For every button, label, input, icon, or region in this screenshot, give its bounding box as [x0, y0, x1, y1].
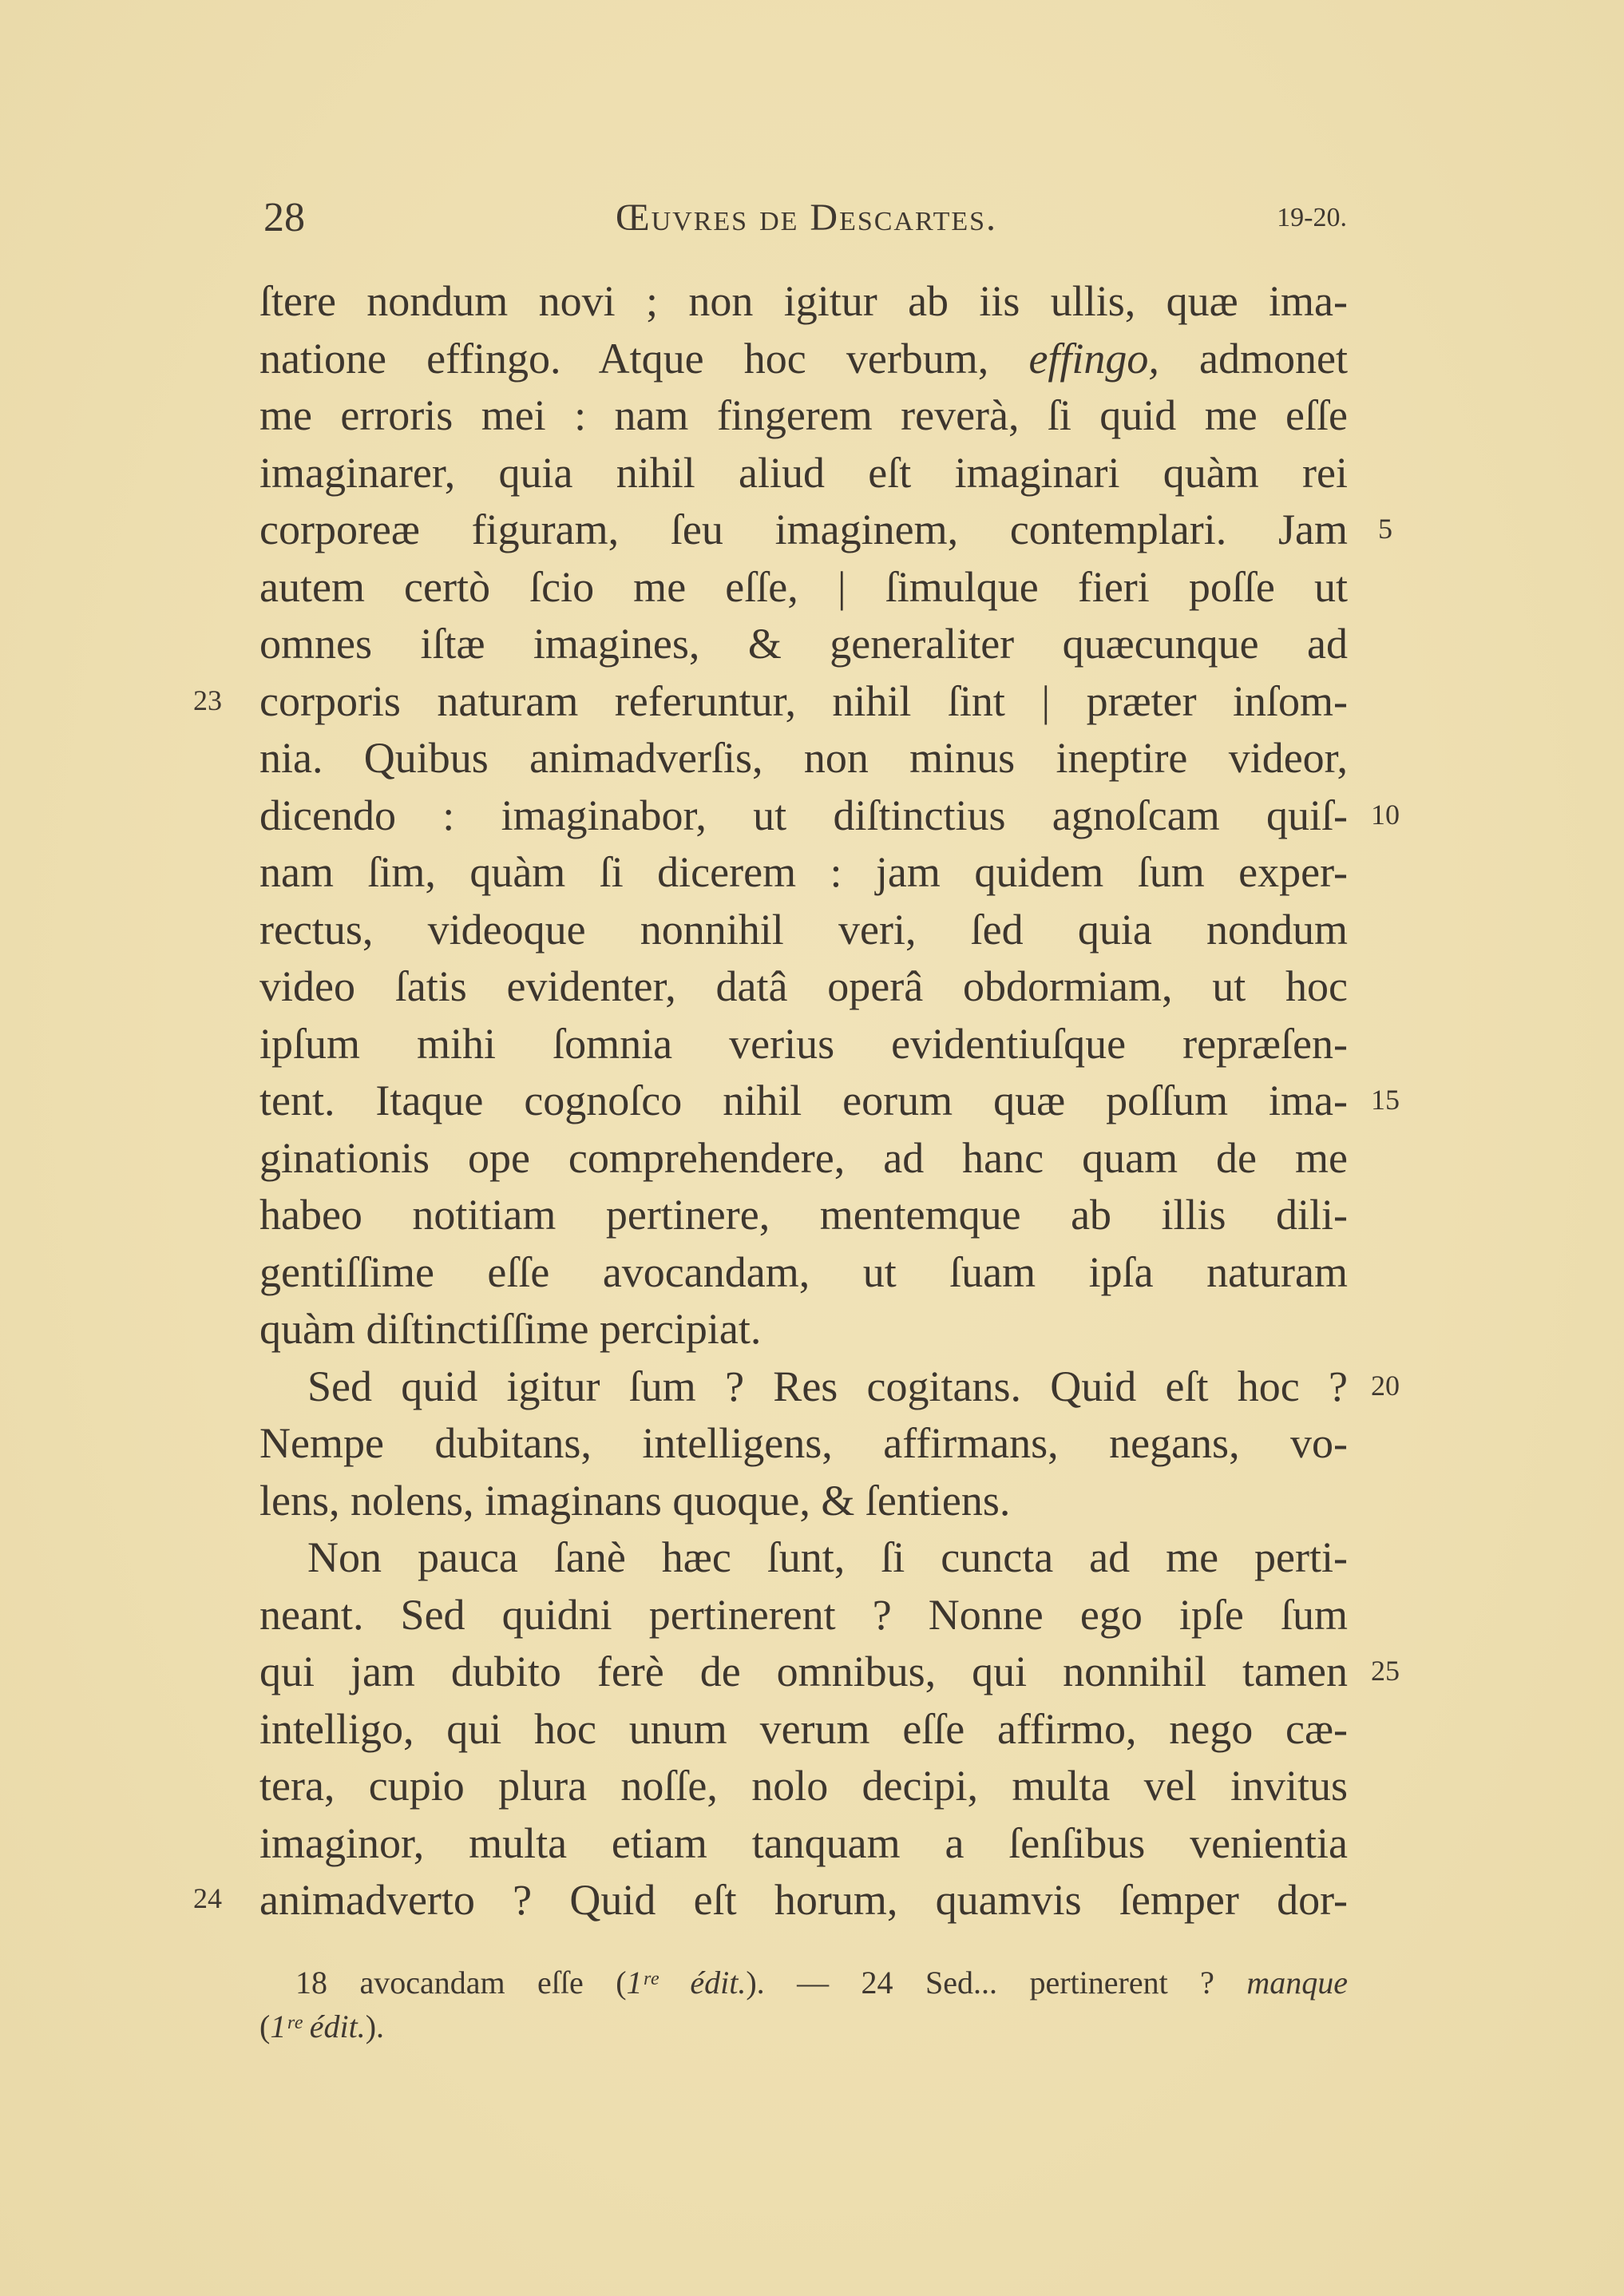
line-number: 25	[1371, 1655, 1400, 1687]
text-line: Sed quid igitur ſum ? Res cogitans. Quid eſt hoc ?	[307, 1362, 1348, 1410]
text-line: ginationis ope comprehendere, ad hanc quam de me	[259, 1133, 1348, 1182]
text-line: dicendo : imaginabor, ut diſtinctius agnoſcam quiſ-	[259, 791, 1348, 839]
footnote	[259, 1961, 1348, 2048]
page-range: 19-20.	[1277, 203, 1347, 232]
line-number: 15	[1371, 1084, 1400, 1116]
line-number: 5	[1378, 513, 1392, 545]
text-line: rectus, videoque nonnihil veri, ſed quia nondum	[259, 905, 1348, 954]
text-line: tent. Itaque cognoſco nihil eorum quæ poſſum ima-	[259, 1077, 1348, 1124]
text-line: ipſum mihi ſomnia verius evidentiuſque repræſen-	[259, 1019, 1348, 1068]
text-line: omnes iſtæ imagines, & generaliter quæcunque ad	[259, 620, 1348, 668]
footnote-line: 18 avocandam eſſe (1ʳᵉ édit.). — 24 Sed... pertinerent ? manque	[295, 1965, 1348, 2001]
text-line: corporis naturam referuntur, nihil ſint | præter inſom-	[259, 676, 1348, 725]
text-line: corporeæ figuram, ſeu imaginem, contemplari. Jam	[259, 506, 1348, 553]
text-line: imaginarer, quia nihil aliud eſt imaginari quàm rei	[259, 448, 1348, 497]
text-line: me erroris mei : nam fingerem reverà, ſi quid me eſſe	[259, 391, 1348, 439]
text-line: qui jam dubito ferè de omnibus, qui nonnihil tamen	[259, 1648, 1348, 1695]
text-line: nia. Quibus animadverſis, non minus ineptire videor,	[259, 734, 1348, 782]
text-line: ſtere nondum novi ; non igitur ab iis ullis, quæ ima-	[259, 277, 1348, 325]
text-line: imaginor, multa etiam tanquam a ſenſibus venientia	[259, 1818, 1348, 1867]
text-line: gentiſſime eſſe avocandam, ut ſuam ipſa naturam	[259, 1247, 1348, 1296]
italic-word: effingo,	[1028, 334, 1159, 383]
text-line: Non pauca ſanè hæc ſunt, ſi cuncta ad me perti-	[307, 1533, 1348, 1581]
running-title: Œuvres de Descartes.	[615, 196, 998, 239]
text-line: neant. Sed quidni pertinerent ? Nonne ego ipſe ſum	[259, 1590, 1348, 1639]
text-line: Nempe dubitans, intelligens, affirmans, negans, vo-	[259, 1419, 1348, 1467]
text-line: quàm diſtinctiſſime percipiat.	[259, 1305, 762, 1353]
margin-reference: 23	[193, 684, 222, 716]
text-line: lens, nolens, imaginans quoque, & ſentiens.	[259, 1476, 1011, 1525]
page-number: 28	[263, 195, 305, 240]
text-line: autem certò ſcio me eſſe, | ſimulque fieri poſſe ut	[259, 562, 1348, 611]
text-line: habeo notitiam pertinere, mentemque ab illis dili-	[259, 1191, 1348, 1239]
line-number: 20	[1371, 1370, 1400, 1402]
text-line: animadverto ? Quid eſt horum, quamvis ſemper dor-	[259, 1876, 1348, 1924]
text-line: nam ſim, quàm ſi dicerem : jam quidem ſum exper-	[259, 848, 1348, 896]
body-text	[259, 273, 1348, 1929]
text-line: video ſatis evidenter, datâ operâ obdormiam, ut hoc	[259, 962, 1348, 1010]
text-line: natione effingo. Atque hoc verbum, effingo, admonet	[259, 334, 1348, 383]
footnote-line: (1ʳᵉ édit.).	[259, 2009, 385, 2044]
text-line: intelligo, qui hoc unum verum eſſe affirmo, nego cæ-	[259, 1704, 1348, 1753]
margin-reference: 24	[193, 1882, 222, 1914]
line-number: 10	[1371, 799, 1400, 831]
text-line: tera, cupio plura noſſe, nolo decipi, multa vel invitus	[259, 1762, 1348, 1810]
